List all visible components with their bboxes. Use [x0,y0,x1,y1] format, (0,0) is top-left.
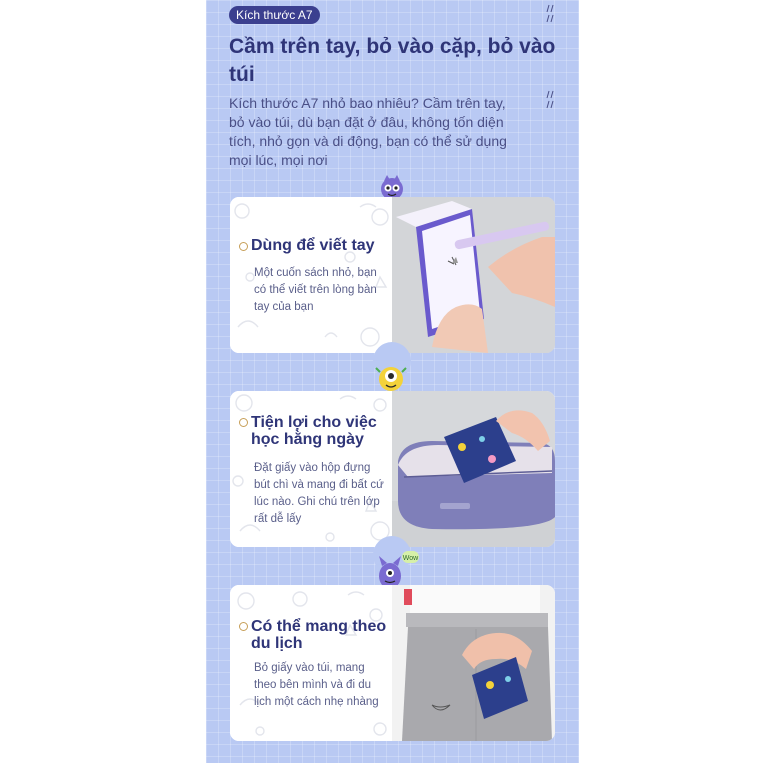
decorative-lines-icon [546,90,556,110]
feature-card-daily-study [230,391,555,547]
card-title: Dùng để viết tay [251,237,375,254]
feature-card-travel [230,585,555,741]
card-text-area [230,585,394,741]
decorative-lines-icon [546,4,556,24]
title-bullet-icon [239,418,248,427]
card-description: Bỏ giấy vào túi, mang theo bên mình và đi du lịch một cách nhẹ nhàng [254,662,379,708]
card-title: Tiện lợi cho việc học hằng ngày [251,414,377,448]
card-text-area [230,391,394,547]
photo-hand-writing [392,197,555,353]
feature-card-handwriting [230,197,555,353]
photo-pants-pocket [392,585,555,741]
photo-pencil-case [392,391,555,547]
page-headline: Cầm trên tay, bỏ vào cặp, bỏ vào túi [229,35,556,86]
card-description: Đặt giấy vào hộp đựng bút chì và mang đi bất cứ lúc nào. Ghi chú trên lớp rất dễ lấy [254,462,384,525]
title-bullet-icon [239,242,248,251]
card-title: Có thể mang theo du lịch [251,618,387,652]
size-badge: Kích thước A7 [229,6,320,24]
title-bullet-icon [239,622,248,631]
product-detail-panel [206,0,579,763]
card-description: Một cuốn sách nhỏ, bạn có thể viết trên lòng bàn tay của bạn [254,267,377,313]
intro-paragraph: Kích thước A7 nhỏ bao nhiêu? Cầm trên tay, bỏ vào túi, dù bạn đặt ở đâu, không tốn diện tích, nhỏ gọn và di động, bạn có thể sử dụng mọi lúc, mọi nơi [229,95,507,168]
card-text-area [230,197,394,353]
speech-bubble-text: Wow [402,555,419,562]
